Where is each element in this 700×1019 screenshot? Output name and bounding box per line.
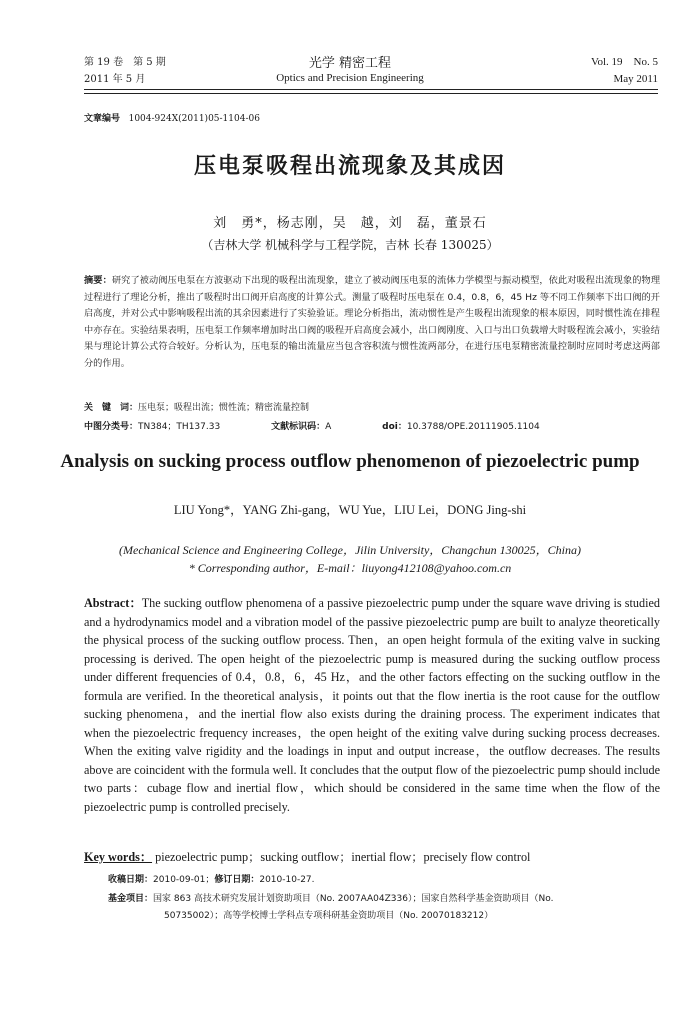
keywords-cn-label: 关 键 词：	[84, 403, 139, 413]
abstract-en-text: The sucking outflow phenomena of a passive piezoelectric pump under the square wave driving is studied and a hydrodynamics model and a vibration model of the passive piezoelectric pump are built to analyze theoretically the physical process of the sucking outflow process. Then，an open height formula of the exiting valve in sucking processing is derived. The open height of the piezoelectric pump is measured during the sucking outflow process under different frequencies of 0.4，0.8，6，45 Hz，and the other factors effecting on the sucking outflow in the formula are verified. In the theoretical analysis，it points out that the flow inertia is the root cause for the outflow sucking phenomena，and the inertial flow also exists during the draining process. The experiment indicates that when the piezoelectric frequency increases，the open height of the exiting valve during sucking process decreases. When the exiting valve rigidity and the loadings in input and output increase，the outflow decreases. The results above are coincident with the formula well. It concludes that the output flow of the piezoelectric pump should include two parts：cubage flow and inertial flow，which should be considered in the same time when the flow of the piezoelectric pump is controlled precisely.	[84, 596, 660, 814]
authors-en: LIU Yong*，YANG Zhi-gang，WU Yue，LIU Lei，DONG Jing-shi	[173, 503, 527, 517]
funding-label: 基金项目：	[108, 894, 154, 904]
doi-label: doi：	[382, 422, 407, 432]
abstract-cn	[84, 273, 660, 373]
authors-cn: 刘 勇*，杨志刚，吴 越，刘 磊，董景石	[213, 216, 487, 231]
clc-label: 中图分类号：	[84, 422, 139, 432]
date-cn: 2011 年 5 月	[84, 74, 146, 85]
funding	[108, 891, 660, 907]
clc-value: TN384；TH137.33	[138, 422, 221, 432]
received-date	[108, 872, 660, 888]
abstract-en-label: Abstract：	[84, 596, 142, 610]
doc-code-label: 文献标识码：	[271, 422, 326, 432]
article-number-value: 1004-924X(2011)05-1104-06	[128, 114, 260, 124]
keywords-en	[84, 848, 530, 865]
article-number	[84, 111, 260, 124]
date-en: May 2011	[613, 73, 658, 85]
abstract-cn-text: 研究了被动阀压电泵在方波驱动下出现的吸程出流现象，建立了被动阀压电泵的流体力学模型与振动模型，依此对吸程出流现象的物理过程进行了理论分析，推出了吸程时出口阀开启高度的计算公式。测量了吸程时压电泵在 0.4，0.8，6，45 Hz 等不同工作频率下出口阀的开启高度，并对公式中影响吸程出流的其余因素进行了实验验证。理论分析指出，流动惯性是产生吸程出流现象的根本原因，同时惯性流在排程中亦存在。实验结果表明，压电泵工作频率增加时出口阀的吸程开启高度会减小，出口阀刚度、入口与出口负载增大时吸程流会减小，实验结果与理论计算公式符合较好。分析认为，压电泵的输出流量应当包含容积流与惯性流两部分，在进行压电泵精密流量控制时应同时考虑这两部分的作用。	[84, 275, 661, 369]
doi-value: 10.3788/OPE.20111905.1104	[406, 422, 540, 432]
corresponding-author: * Corresponding author，E-mail：liuyong412108@yahoo.com.cn	[188, 561, 512, 575]
header-rule-thin	[84, 93, 658, 94]
keywords-cn	[84, 400, 309, 413]
classification-line	[84, 419, 588, 432]
doc-code-value: A	[325, 422, 332, 432]
keywords-en-text: piezoelectric pump；sucking outflow；inertial flow；precisely flow control	[155, 850, 531, 864]
journal-name-en: Optics and Precision Engineering	[276, 72, 424, 84]
funding-line1: 国家 863 高技术研究发展计划资助项目（No. 2007AA04Z336）；国家自然科学基金资助项目（No.	[153, 894, 554, 904]
journal-name-cn: 光学 精密工程	[308, 56, 392, 71]
received-label: 收稿日期：	[108, 875, 154, 885]
article-number-label: 文章编号	[84, 114, 121, 124]
affiliation-cn: （吉林大学 机械科学与工程学院，吉林 长春 130025）	[201, 238, 499, 252]
volume-issue-en: Vol. 19 No. 5	[590, 56, 658, 68]
affiliation-en: (Mechanical Science and Engineering College，Jilin University，Changchun 130025，China)	[119, 543, 581, 557]
page-title-en: Analysis on sucking process outflow phenomenon of piezoelectric pump	[60, 451, 640, 472]
page-title-cn: 压电泵吸程出流现象及其成因	[193, 154, 506, 179]
revised-text: 2010-10-27.	[259, 875, 315, 885]
revised-label: 修订日期：	[214, 875, 260, 885]
abstract-en	[84, 594, 660, 816]
abstract-cn-label: 摘要：	[84, 275, 112, 286]
header-rule-thick	[84, 89, 658, 90]
keywords-cn-text: 压电泵；吸程出流；惯性流；精密流量控制	[138, 403, 310, 413]
keywords-en-label: Key words：	[84, 850, 153, 864]
funding-continued: 50735002）；高等学校博士学科点专项科研基金资助项目（No. 20070183212）	[164, 911, 494, 921]
received-text: 2010-09-01；	[153, 875, 215, 885]
volume-issue-cn: 第 19 卷 第 5 期	[84, 57, 166, 68]
